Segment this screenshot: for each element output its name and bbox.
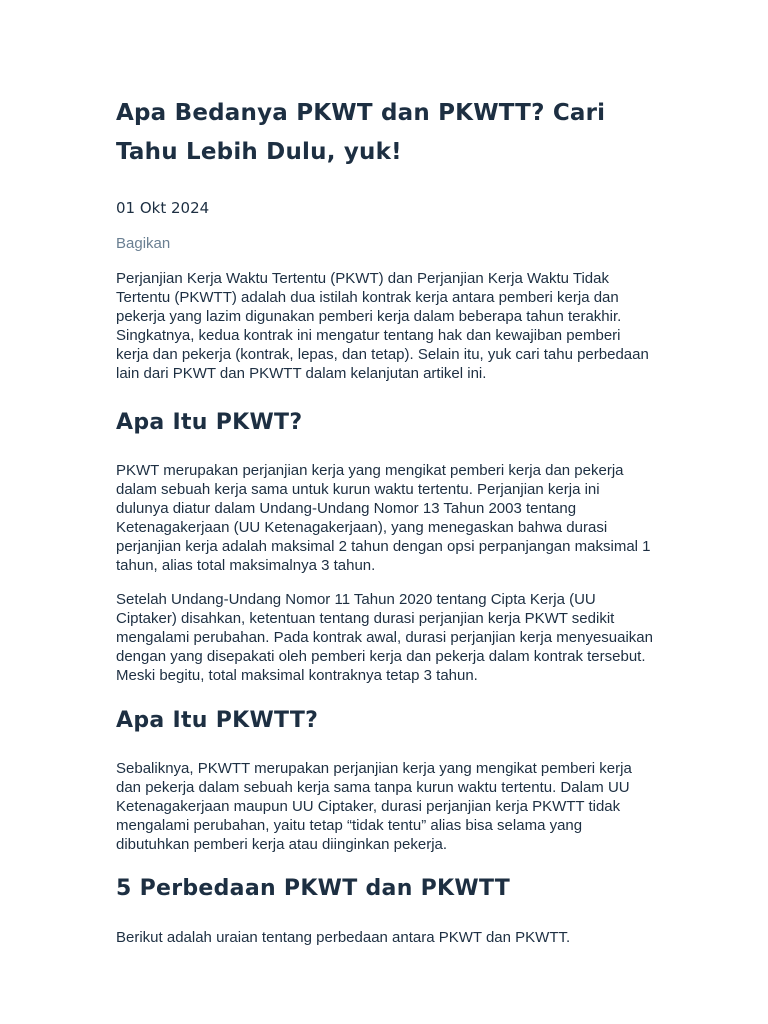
section-heading-perbedaan: 5 Perbedaan PKWT dan PKWTT [116, 876, 511, 901]
section-paragraph: Setelah Undang-Undang Nomor 11 Tahun 2020 tentang Cipta Kerja (UU Ciptaker) disahkan, ketentuan tentang durasi perjanjian kerja PKWT sedikit mengalami perubahan. Pada kontrak awal, durasi perjanjian kerja menyesuaikan dengan yang disepakati oleh pemberi kerja dan pekerja dalam kontrak tersebut. Meski begitu, total maksimal kontraknya tetap 3 tahun. [116, 591, 653, 684]
section-heading-pkwt: Apa Itu PKWT? [116, 410, 303, 435]
article-date: 01 Okt 2024 [116, 199, 210, 217]
intro-paragraph: Perjanjian Kerja Waktu Tertentu (PKWT) dan Perjanjian Kerja Waktu Tidak Tertentu (PKWTT) adalah dua istilah kontrak kerja antara pemberi kerja dan pekerja yang lazim digunakan pemberi kerja dalam beberapa tahun terakhir. Singkatnya, kedua kontrak ini mengatur tentang hak dan kewajiban pemberi kerja dan pekerja (kontrak, lepas, dan tetap). Selain itu, yuk cari tahu perbedaan lain dari PKWT dan PKWTT dalam kelanjutan artikel ini. [116, 270, 649, 382]
section-paragraph: Sebaliknya, PKWTT merupakan perjanjian kerja yang mengikat pemberi kerja dan pekerja dalam sebuah kerja sama tanpa kurun waktu tertentu. Dalam UU Ketenagakerjaan maupun UU Ciptaker, durasi perjanjian kerja PKWTT tidak mengalami perubahan, yaitu tetap “tidak tentu” alias bisa selama yang dibutuhkan pemberi kerja atau diinginkan pekerja. [116, 760, 632, 853]
article [116, 94, 656, 947]
section-paragraph: Berikut adalah uraian tentang perbedaan antara PKWT dan PKWTT. [116, 929, 571, 946]
article-title: Apa Bedanya PKWT dan PKWTT? Cari Tahu Lebih Dulu, yuk! [116, 100, 606, 165]
section-heading-pkwtt: Apa Itu PKWTT? [116, 708, 319, 733]
share-link[interactable]: Bagikan [116, 235, 171, 252]
section-paragraph: PKWT merupakan perjanjian kerja yang mengikat pemberi kerja dan pekerja dalam sebuah kerja sama untuk kurun waktu tertentu. Perjanjian kerja ini dulunya diatur dalam Undang-Undang Nomor 13 Tahun 2003 tentang Ketenagakerjaan (UU Ketenagakerjaan), yang menegaskan bahwa durasi perjanjian kerja adalah maksimal 2 tahun dengan opsi perpanjangan maksimal 1 tahun, alias total maksimalnya 3 tahun. [116, 462, 651, 574]
